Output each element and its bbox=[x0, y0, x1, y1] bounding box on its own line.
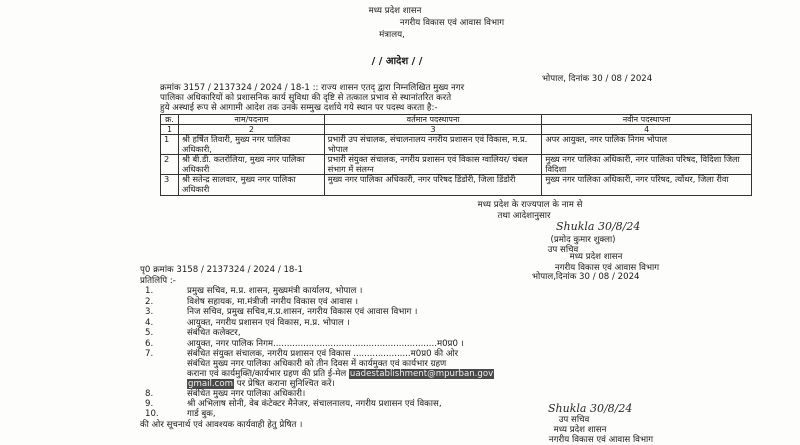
header-ministry: मंत्रालय, bbox=[379, 30, 405, 40]
table-colnum-cell: 4 bbox=[542, 125, 752, 135]
signature-scribble-2: Shukla 30/8/24 bbox=[548, 402, 633, 415]
table-colnum-cell: 3 bbox=[324, 125, 542, 135]
order-body-line3: हुये अस्थाई रूप से आगामी आदेश तक उनके सम्मुख दर्शाये गये स्थान पर पदस्थ करता है:- bbox=[160, 103, 438, 113]
table-cell: मुख्य नगर पालिका अधिकारी, नगर परिषद, त्योंथर, जिला रीवा bbox=[542, 175, 752, 195]
governor-name-line: मध्य प्रदेश के राज्यपाल के नाम से bbox=[477, 200, 583, 210]
table-cell: अपर आयुक्त, नगर पालिक निगम भोपाल bbox=[542, 135, 752, 155]
copy-item7-text: कराना एवं कार्यमुक्ति/कार्यभार ग्रहण की प्रति ई-मेल bbox=[187, 369, 347, 379]
table-colnum-cell: 2 bbox=[178, 125, 324, 135]
footer-govt: मध्य प्रदेश शासन bbox=[553, 425, 607, 435]
order-place-date: भोपाल, दिनांक 30 / 08 / 2024 bbox=[542, 74, 653, 84]
copy-item7-line3 bbox=[187, 369, 494, 379]
copy-item: गार्ड बुक, bbox=[187, 409, 216, 419]
copy-item-num: 7. bbox=[145, 349, 154, 359]
table-cell: मुख्य नगर पालिका अधिकारी, नगर परिषद डिंडोरी, जिला डिंडोरी bbox=[324, 175, 542, 195]
copy-item: विशेष सहायक, मा.मंत्रीजी नगरीय विकास एवं आवास । bbox=[187, 297, 359, 307]
header-dept: नगरीय विकास एवं आवास विभाग bbox=[399, 18, 505, 28]
copy-item-num: 6. bbox=[145, 339, 154, 349]
copy-item: प्रमुख सचिव, म.प्र. शासन, मुख्यमंत्री कार्यालय, भोपाल । bbox=[187, 286, 363, 296]
table-header-cell: नाम/पदनाम bbox=[178, 115, 324, 125]
copy-item-num: 2. bbox=[145, 297, 154, 307]
table-header-cell: क्र. bbox=[161, 115, 179, 125]
signatory-name: (प्रमोद कुमार शुक्ला) bbox=[550, 235, 616, 245]
copy-item-num: 4. bbox=[145, 318, 154, 328]
copy-item-num: 8. bbox=[145, 389, 154, 399]
copy-item: संबंधित संयुक्त संचालक, नगरीय प्रशासन एवं विकास .....................म0प्र0 की ओर bbox=[187, 349, 459, 359]
table-cell: 2 bbox=[161, 155, 179, 175]
copy-item: आयुक्त, नगर पालिक निगम............................................................म0प्र0 । bbox=[187, 339, 464, 349]
copy-item: आयुक्त, नगरीय प्रशासन एवं विकास, म.प्र. भोपाल । bbox=[187, 318, 350, 328]
copy-item7-line4 bbox=[187, 379, 335, 389]
footer-dept: नगरीय विकास एवं आवास विभाग bbox=[548, 435, 654, 445]
table-cell: श्री बी.डी. कतरोलिया, मुख्य नगर पालिका अधिकारी bbox=[178, 155, 324, 175]
table-header-cell: वर्तमान पदस्थापना bbox=[324, 115, 542, 125]
copy-item7-text: पर प्रेषित कराना सुनिश्चित करें। bbox=[236, 379, 335, 389]
copy-to-label: प्रतिलिपि :- bbox=[140, 276, 176, 286]
email-domain[interactable]: gmail.com bbox=[188, 379, 233, 389]
copy-govt: मध्य प्रदेश शासन bbox=[569, 252, 623, 262]
signatory-title: उप सचिव bbox=[547, 245, 579, 255]
by-order-line: तथा आदेशानुसार bbox=[497, 211, 551, 221]
order-number-line: क्रमांक 3157 / 2137324 / 2024 / 18-1 :: राज्य शासन एतद् द्वारा निम्नलिखित मुख्य नगर bbox=[160, 83, 465, 93]
table-cell: श्री सतेन्द्र सालवार, मुख्य नगर पालिका अधिकारी bbox=[178, 175, 324, 195]
table-cell: श्री हर्षित तिवारी, मुख्य नगर पालिका अधिकारी, bbox=[178, 135, 324, 155]
closing-line: की ओर सूचनार्थ एवं आवश्यक कार्यवाही हेतु प्रेषित । bbox=[140, 420, 303, 430]
copy-item: संबंधित मुख्य नगर पालिका अधिकारी। bbox=[187, 389, 306, 399]
copy-item-num: 9. bbox=[145, 399, 154, 409]
table-header-row bbox=[161, 115, 752, 125]
table-colnum-cell: 1 bbox=[161, 125, 179, 135]
table-cell: 3 bbox=[161, 175, 179, 195]
table-cell: प्रभारी संयुक्त संचालक, नगरीय प्रशासन एवं विकास ग्वालियर/ चंबल संभाग में संलग्न bbox=[324, 155, 542, 175]
copy-item: श्री अभिलाष सोनी, वेब कंटेक्टर मैनेजर, संचालनालय, नगरीय प्रशासन एवं विकास, bbox=[187, 399, 442, 409]
copy-dept: नगरीय विकास एवं आवास विभाग bbox=[554, 263, 660, 273]
copy-place-date: भोपाल,दिनांक 30 / 08 / 2024 bbox=[532, 272, 640, 282]
table-row bbox=[161, 135, 752, 155]
table-header-cell: नवीन पदस्थापना bbox=[542, 115, 752, 125]
copy-item7-line2: संबंधित मुख्य नगर पालिका अधिकारी को तीन दिवस में कार्यमुक्त एवं कार्यभार ग्रहण bbox=[187, 359, 447, 369]
header-govt: मध्य प्रदेश शासन bbox=[368, 6, 422, 16]
table-row bbox=[161, 175, 752, 195]
order-body-line2: पालिका अधिकारियों को प्रशासनिक कार्य सुविधा की दृष्टि से तत्काल प्रभाव से स्थानांतरित करते bbox=[160, 93, 452, 103]
copy-item: संबंधित कलेक्टर, bbox=[187, 328, 241, 338]
table-row bbox=[161, 155, 752, 175]
transfer-table bbox=[160, 114, 752, 196]
copy-item-num: 1. bbox=[145, 286, 154, 296]
copy-item: निज सचिव, प्रमुख सचिव,म.प्र.शासन, नगरीय विकास एवं आवास विभाग । bbox=[187, 307, 418, 317]
table-cell: प्रभारी उप संचालक, संचालनालय नगरीय प्रशासन एवं विकास, म.प्र. भोपाल bbox=[324, 135, 542, 155]
copy-item-num: 5. bbox=[145, 328, 154, 338]
copy-number: पृ0 क्रमांक 3158 / 2137324 / 2024 / 18-1 bbox=[140, 265, 303, 275]
order-heading: / / आदेश / / bbox=[371, 56, 423, 67]
table-cell: 1 bbox=[161, 135, 179, 155]
signatory-title-2: उप सचिव bbox=[558, 415, 590, 425]
copy-item-num: 10. bbox=[145, 409, 159, 419]
table-colnum-row bbox=[161, 125, 752, 135]
signature-scribble: Shukla 30/8/24 bbox=[556, 220, 641, 233]
email-link[interactable]: uadestablishment@mpurban.gov bbox=[349, 369, 494, 379]
table-cell: मुख्य नगर पालिका अधिकारी, नगर पालिका परिषद, विदिशा जिला विदिशा bbox=[542, 155, 752, 175]
copy-item-num: 3. bbox=[145, 307, 154, 317]
